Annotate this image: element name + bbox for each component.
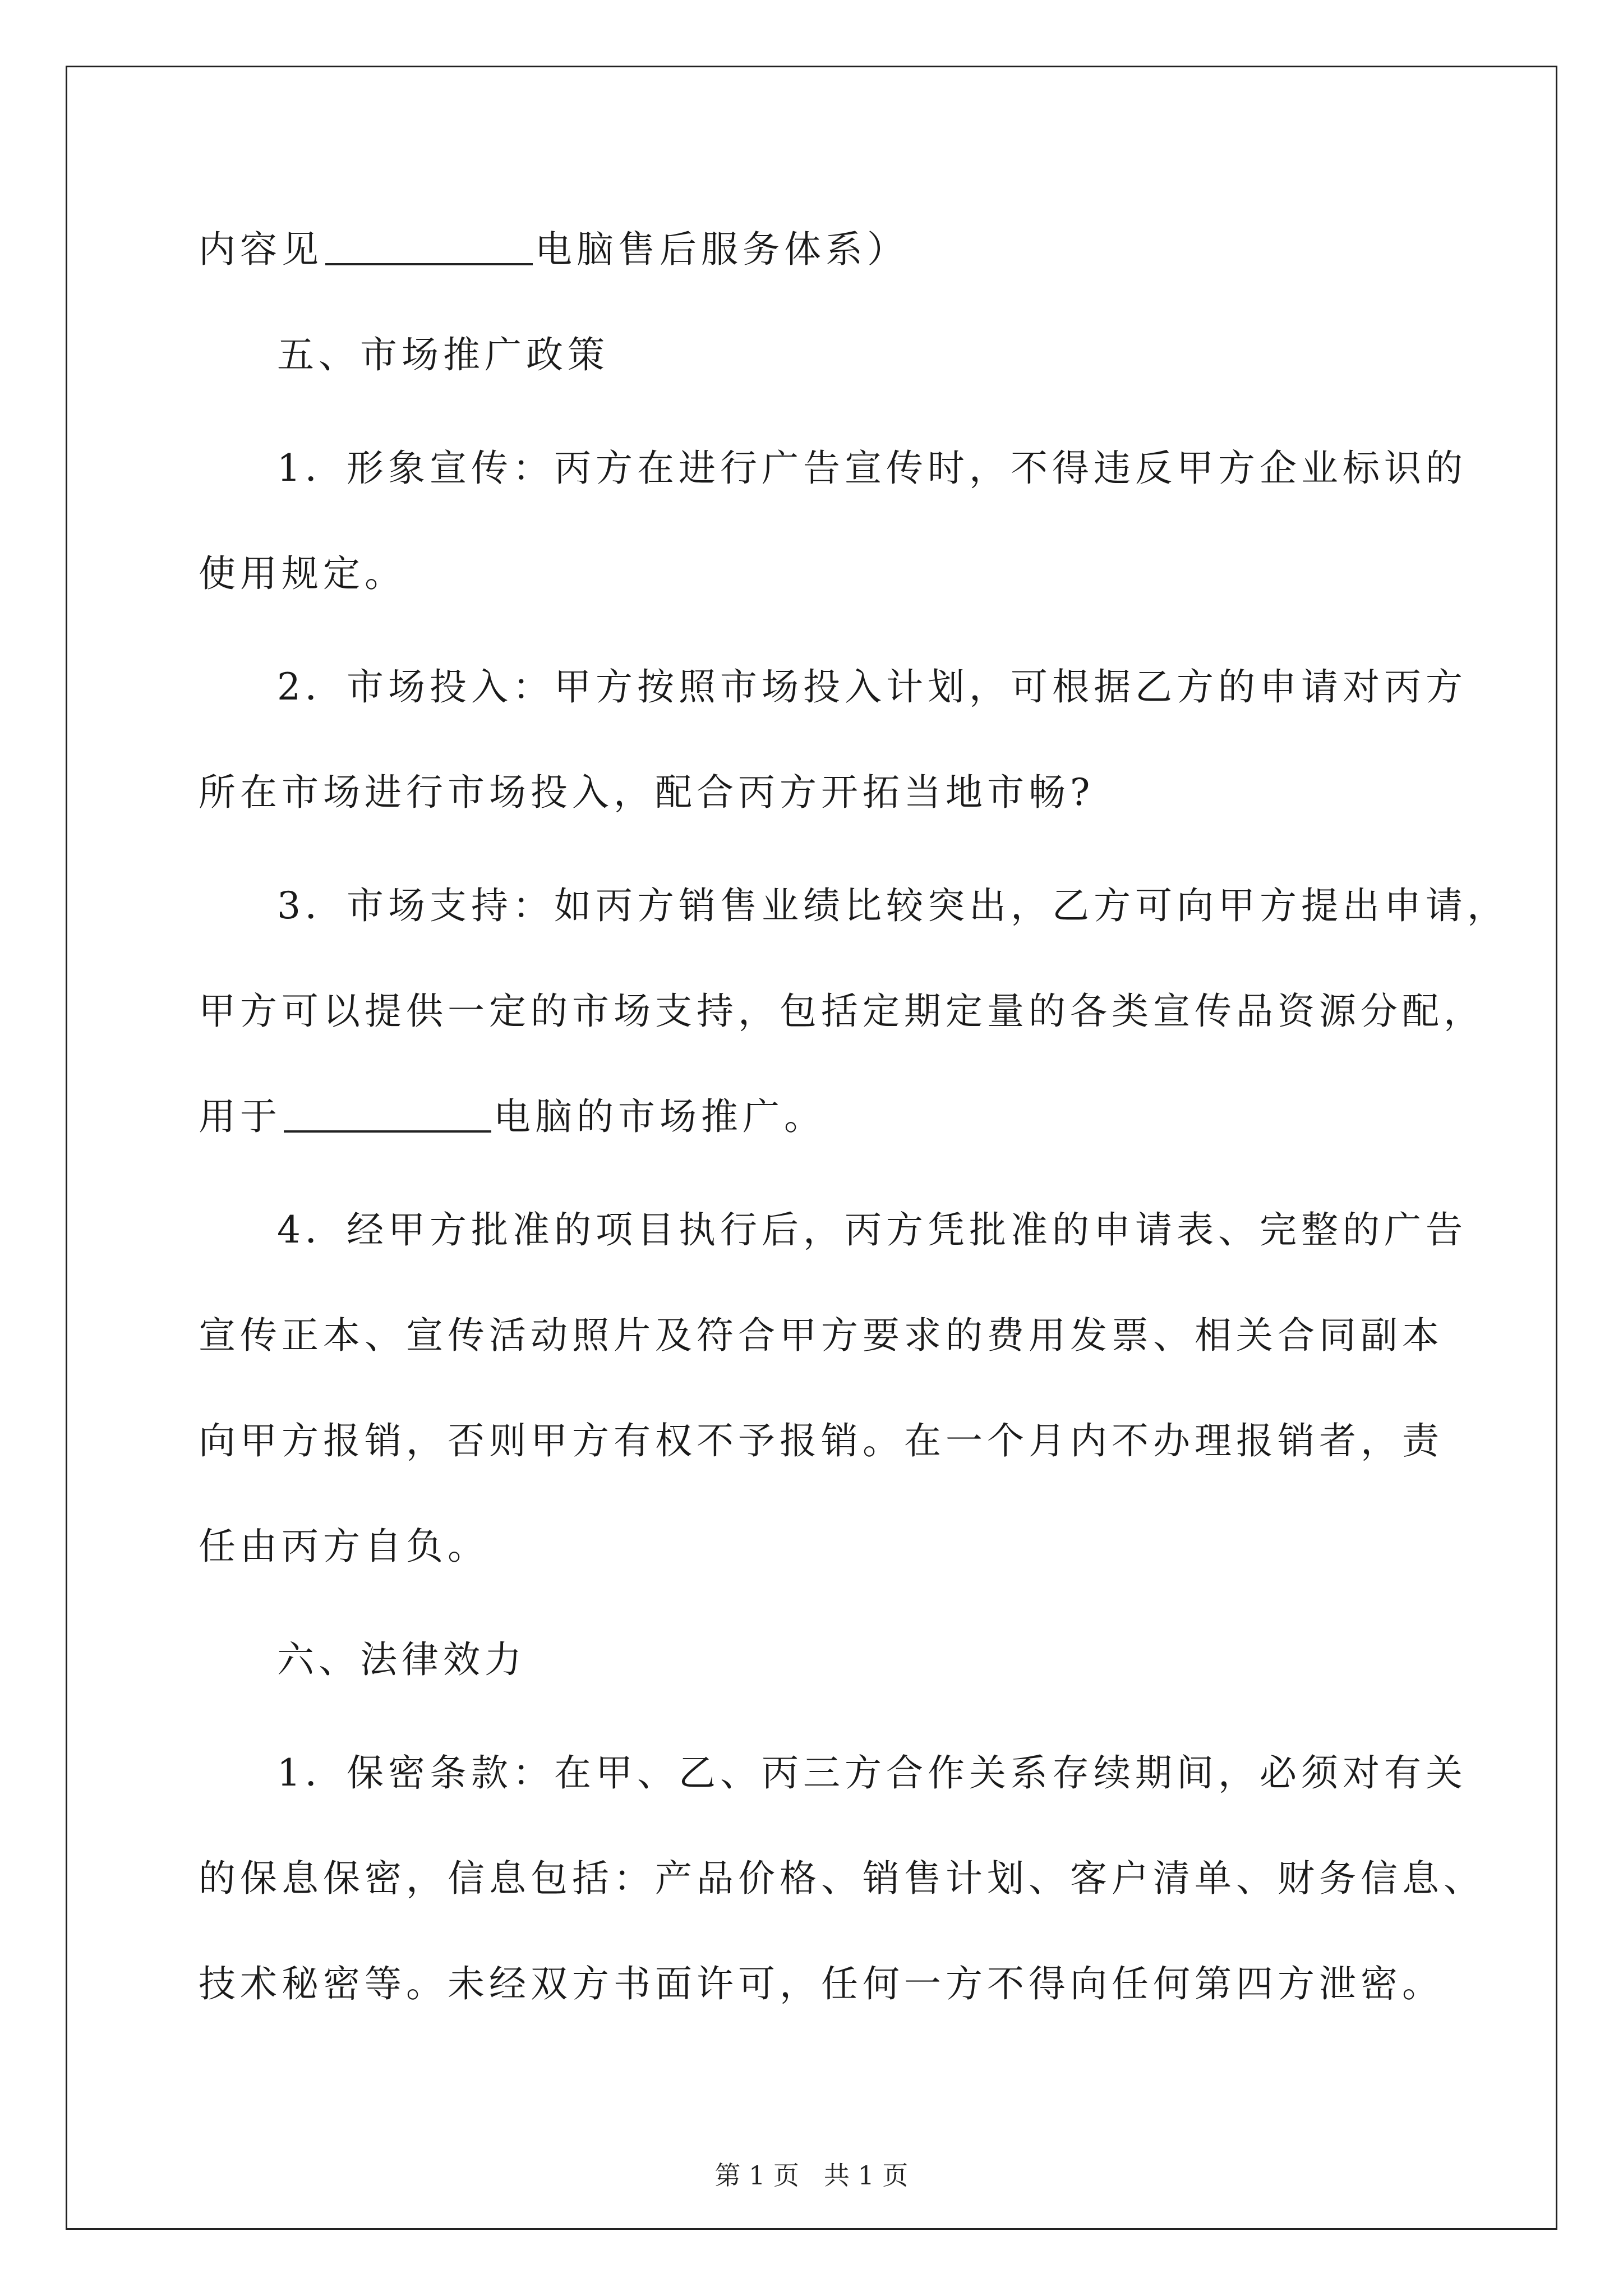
section-heading: 五、市场推广政策 xyxy=(277,333,609,376)
text-fragment: 电脑的市场推广。 xyxy=(494,1095,826,1138)
paragraph-line: 1．保密条款：在甲、乙、丙三方合作关系存续期间，必须对有关 xyxy=(277,1751,1467,1795)
paragraph-line xyxy=(199,219,909,280)
paragraph-line: 1．形象宣传：丙方在进行广告宣传时，不得违反甲方企业标识的 xyxy=(277,447,1467,490)
paragraph-line: 3．市场支持：如丙方销售业绩比较突出，乙方可向甲方提出申请， xyxy=(277,884,1509,927)
blank-underline xyxy=(284,1093,491,1133)
paragraph-line: 所在市场进行市场投入，配合丙方开拓当地市畅? xyxy=(199,771,1095,814)
paragraph-line: 任由丙方自负。 xyxy=(199,1525,489,1568)
paragraph-line: 2．市场投入：甲方按照市场投入计划，可根据乙方的申请对丙方 xyxy=(277,665,1467,708)
paragraph-line: 使用规定。 xyxy=(199,552,406,595)
paragraph-line: 甲方可以提供一定的市场支持，包括定期定量的各类宣传品资源分配， xyxy=(199,990,1485,1033)
paragraph-line: 的保息保密，信息包括：产品价格、销售计划、客户清单、财务信息、 xyxy=(199,1857,1485,1900)
paragraph-line: 宣传正本、宣传活动照片及符合甲方要求的费用发票、相关合同副本 xyxy=(199,1314,1444,1357)
section-heading: 六、法律效力 xyxy=(277,1638,526,1681)
paragraph-line xyxy=(199,1086,826,1148)
text-fragment: 用于 xyxy=(199,1095,282,1138)
text-fragment: 内容见 xyxy=(199,228,323,271)
blank-underline xyxy=(325,226,533,265)
paragraph-line: 向甲方报销，否则甲方有权不予报销。在一个月内不办理报销者，责 xyxy=(199,1419,1444,1462)
page-number-footer: 第 1 页 共 1 页 xyxy=(714,2160,909,2191)
paragraph-line: 4．经甲方批准的项目执行后，丙方凭批准的申请表、完整的广告 xyxy=(277,1208,1467,1251)
paragraph-line: 技术秘密等。未经双方书面许可，任何一方不得向任何第四方泄密。 xyxy=(199,1962,1444,2005)
text-fragment: 电脑售后服务体系） xyxy=(535,228,909,271)
